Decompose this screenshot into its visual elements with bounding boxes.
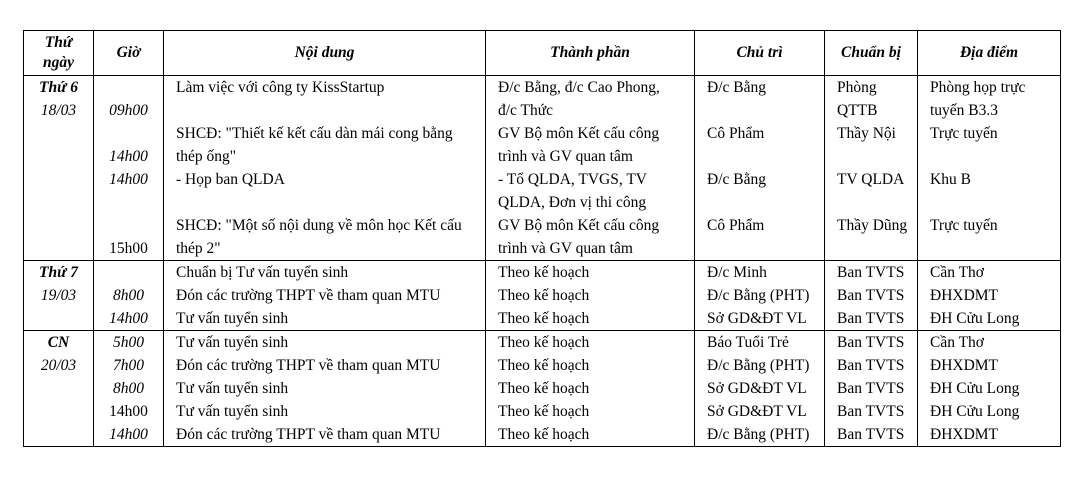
prepare-item: TV QLDA	[837, 171, 905, 188]
content-item: SHCĐ: "Thiết kế kết cấu dàn mái cong bằng thép ống"	[176, 125, 453, 165]
content-item: - Họp ban QLDA	[176, 171, 285, 188]
content-column	[164, 261, 486, 331]
time-slot: 7h00	[113, 357, 144, 374]
day-date: 18/03	[40, 102, 77, 119]
prepare-item: Ban TVTS	[837, 264, 905, 281]
schedule-table	[23, 30, 1061, 447]
time-slot: 8h00	[113, 287, 144, 304]
chair-item: Đ/c Minh	[707, 264, 767, 281]
time-slot: 15h00	[109, 240, 148, 257]
time-column	[94, 76, 164, 261]
header-content: Nội dung	[164, 31, 486, 76]
header-time: Giờ	[94, 31, 164, 76]
chair-item: Đ/c Bằng (PHT)	[707, 357, 810, 374]
chair-item: Sở GD&ĐT VL	[707, 380, 807, 397]
content-column	[164, 331, 486, 447]
content-item: Tư vấn tuyển sinh	[176, 380, 289, 397]
prepare-item: Ban TVTS	[837, 426, 905, 443]
time-slot: 14h00	[109, 426, 148, 443]
prepare-item: Ban TVTS	[837, 310, 905, 327]
participants-item: Đ/c Bằng, đ/c Cao Phong, đ/c Thức	[498, 79, 660, 119]
chair-item: Đ/c Bằng (PHT)	[707, 426, 810, 443]
participants-item: Theo kế hoạch	[498, 380, 590, 397]
location-item: Khu B	[930, 171, 971, 188]
day-name: Thứ 6	[39, 79, 78, 96]
chair-item: Đ/c Bằng (PHT)	[707, 287, 810, 304]
content-item: Đón các trường THPT về tham quan MTU	[176, 426, 441, 443]
day-date: 20/03	[40, 357, 77, 374]
content-item: Đón các trường THPT về tham quan MTU	[176, 357, 441, 374]
day-name: Thứ 7	[39, 264, 78, 281]
prepare-column	[825, 261, 918, 331]
time-slot: 14h00	[109, 171, 148, 188]
prepare-item: Thầy Nội	[837, 125, 896, 142]
content-item: Tư vấn tuyển sinh	[176, 310, 289, 327]
participants-column	[486, 76, 695, 261]
time-slot: 5h00	[113, 334, 144, 351]
chair-column	[695, 261, 825, 331]
day-cell	[24, 261, 94, 331]
participants-item: Theo kế hoạch	[498, 426, 590, 443]
participants-column	[486, 331, 695, 447]
location-item: ĐH Cửu Long	[930, 310, 1020, 327]
chair-item: Sở GD&ĐT VL	[707, 310, 807, 327]
participants-item: Theo kế hoạch	[498, 334, 590, 351]
participants-item: Theo kế hoạch	[498, 287, 590, 304]
day-date: 19/03	[40, 287, 77, 304]
day-cell	[24, 76, 94, 261]
prepare-item: Ban TVTS	[837, 380, 905, 397]
location-item: Cần Thơ	[930, 334, 984, 351]
time-slot: 14h00	[109, 310, 148, 327]
participants-item: GV Bộ môn Kết cấu công trình và GV quan tâm	[498, 217, 660, 257]
content-item: Làm việc với công ty KissStartup	[176, 79, 385, 96]
day-name: CN	[47, 334, 70, 351]
time-slot: 14h00	[109, 148, 148, 165]
content-column	[164, 76, 486, 261]
day-row-saturday	[24, 261, 1061, 331]
header-chair: Chủ trì	[695, 31, 825, 76]
location-item: ĐHXDMT	[930, 357, 999, 374]
header-prepare: Chuẩn bị	[825, 31, 918, 76]
content-item: Tư vấn tuyển sinh	[176, 334, 289, 351]
participants-item: Theo kế hoạch	[498, 264, 590, 281]
participants-item: Theo kế hoạch	[498, 403, 590, 420]
prepare-item: Phòng QTTB	[837, 79, 878, 119]
day-row-sunday	[24, 331, 1061, 447]
location-item: Trực tuyến	[930, 125, 998, 142]
content-item: SHCĐ: "Một số nội dung về môn học Kết cấu thép 2"	[176, 217, 462, 257]
participants-item: - Tổ QLDA, TVGS, TV QLDA, Đơn vị thi công	[498, 171, 647, 211]
chair-item: Đ/c Bằng	[707, 171, 766, 188]
location-item: ĐH Cửu Long	[930, 403, 1020, 420]
prepare-item: Ban TVTS	[837, 357, 905, 374]
day-cell	[24, 331, 94, 447]
header-day: Thứ ngày	[24, 31, 94, 76]
time-column	[94, 261, 164, 331]
prepare-item: Ban TVTS	[837, 334, 905, 351]
participants-item: Theo kế hoạch	[498, 310, 590, 327]
header-location: Địa điểm	[918, 31, 1061, 76]
content-item: Tư vấn tuyển sinh	[176, 403, 289, 420]
prepare-column	[825, 76, 918, 261]
location-item: Cần Thơ	[930, 264, 984, 281]
prepare-item: Ban TVTS	[837, 287, 905, 304]
prepare-item: Thầy Dũng	[837, 217, 908, 234]
location-item: Trực tuyến	[930, 217, 998, 234]
time-slot: 09h00	[109, 102, 148, 119]
chair-item: Sở GD&ĐT VL	[707, 403, 807, 420]
participants-column	[486, 261, 695, 331]
prepare-column	[825, 331, 918, 447]
chair-column	[695, 76, 825, 261]
participants-item: Theo kế hoạch	[498, 357, 590, 374]
chair-item: Cô Phẩm	[707, 217, 765, 234]
location-item: Phòng họp trực tuyến B3.3	[930, 79, 1026, 119]
location-item: ĐHXDMT	[930, 287, 999, 304]
time-slot	[100, 261, 157, 284]
time-slot: 8h00	[113, 380, 144, 397]
participants-item: GV Bộ môn Kết cấu công trình và GV quan tâm	[498, 125, 660, 165]
header-participants: Thành phần	[486, 31, 695, 76]
chair-item: Báo Tuổi Trẻ	[707, 334, 789, 351]
header-row	[24, 31, 1061, 76]
location-column	[918, 76, 1061, 261]
content-item: Đón các trường THPT về tham quan MTU	[176, 287, 441, 304]
location-item: ĐH Cửu Long	[930, 380, 1020, 397]
chair-item: Đ/c Bằng	[707, 79, 766, 96]
content-item: Chuẩn bị Tư vấn tuyển sinh	[176, 264, 349, 281]
time-slot: 14h00	[109, 403, 148, 420]
chair-item: Cô Phẩm	[707, 125, 765, 142]
time-column	[94, 331, 164, 447]
location-column	[918, 261, 1061, 331]
location-column	[918, 331, 1061, 447]
day-row-friday	[24, 76, 1061, 261]
location-item: ĐHXDMT	[930, 426, 999, 443]
chair-column	[695, 331, 825, 447]
prepare-item: Ban TVTS	[837, 403, 905, 420]
